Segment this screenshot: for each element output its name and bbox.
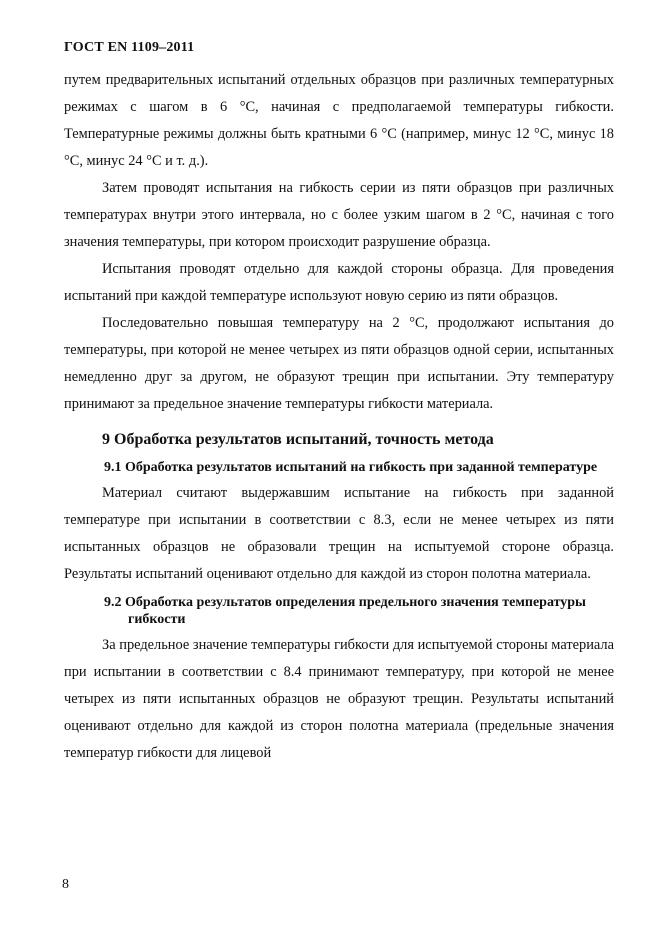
subsection-heading: 9.2 Обработка результатов определения предельного значения температуры гибкости — [104, 595, 586, 627]
paragraph-continuation: путем предварительных испытаний отдельных образцов при различных температурных режимах с шагом в 6 °С, начиная с предполагаемой температуры гибкости. Температурные режимы должны быть кратными 6 °С (например, минус 12 °С, минус 18 °С, минус 24 °С и т. д.). — [64, 72, 614, 169]
document-header: ГОСТ EN 1109–2011 — [64, 40, 195, 55]
paragraph: Испытания проводят отдельно для каждой стороны образца. Для проведения испытаний при каждой температуре используют новую серию из пяти образцов. — [64, 261, 614, 304]
page-number: 8 — [62, 877, 69, 892]
page-body — [64, 67, 614, 767]
subsection-heading: 9.1 Обработка результатов испытаний на гибкость при заданной температуре — [104, 460, 598, 475]
section-heading: 9 Обработка результатов испытаний, точность метода — [102, 431, 494, 448]
paragraph: За предельное значение температуры гибкости для испытуемой стороны материала при испытании в соответствии с 8.4 принимают температуру, при которой не менее четырех из пяти испытанных образцов не образуют трещин. Результаты испытаний оценивают отдельно для каждой из сторон полотна материала (предельные значения температур гибкости для лицевой — [64, 637, 614, 761]
paragraph: Материал считают выдержавшим испытание на гибкость при заданной температуре при испытании в соответствии с 8.3, если не менее четырех из пяти испытанных образцов не образовали трещин на испытуемой стороне образца. Результаты испытаний оценивают отдельно для каждой из сторон полотна материала. — [64, 485, 614, 582]
paragraph: Затем проводят испытания на гибкость серии из пяти образцов при различных температурах внутри этого интервала, но с более узким шагом в 2 °С, начиная с того значения температуры, при котором происходит разрушение образца. — [64, 180, 614, 250]
paragraph: Последовательно повышая температуру на 2 °С, продолжают испытания до температуры, при которой не менее четырех из пяти образцов одной серии, испытанных немедленно друг за другом, не образуют трещин при испытании. Эту температуру принимают за предельное значение температуры гибкости материала. — [64, 315, 614, 412]
